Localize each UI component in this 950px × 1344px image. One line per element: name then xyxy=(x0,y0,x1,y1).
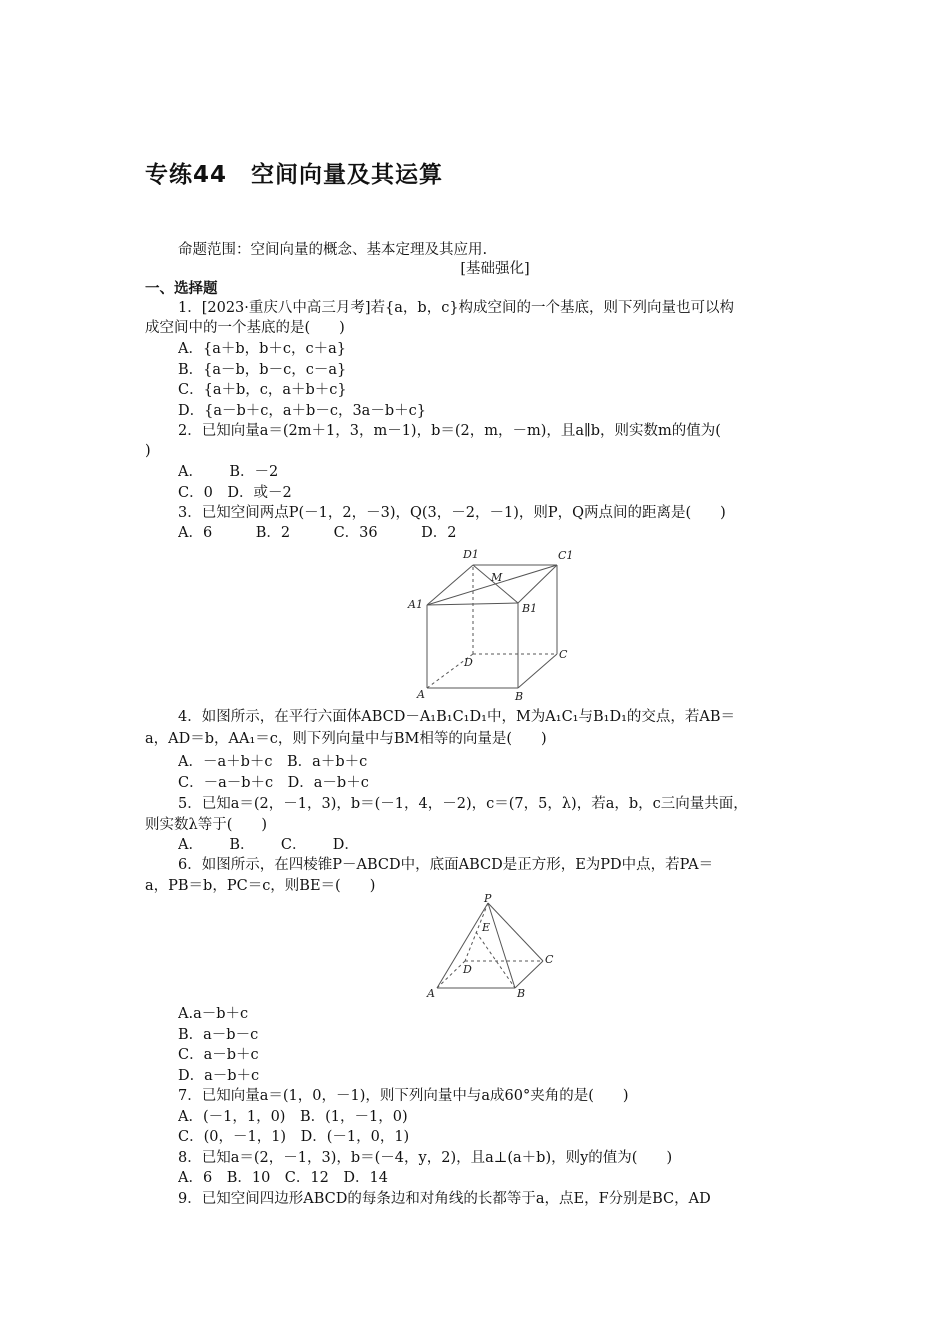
fig2-label-e: E xyxy=(482,921,491,934)
q6-stem-cont: a，PB＝b，PC＝c，则BE＝( ) xyxy=(145,878,376,894)
q6-option-a: A.a－b＋c xyxy=(178,1006,249,1022)
q7-options-cd: C．(0，－1，1) D．(－1，0，1) xyxy=(178,1129,410,1145)
q4-stem: 4．如图所示，在平行六面体ABCD－A₁B₁C₁D₁中，M为A₁C₁与B₁D₁的交点，若AB＝ xyxy=(178,709,736,725)
q6-option-c: C．a－b＋c xyxy=(178,1047,259,1063)
scope-text: 命题范围：空间向量的概念、基本定理及其应用. xyxy=(178,242,488,258)
fig2-label-b: B xyxy=(517,987,526,1000)
q2-options-cd: C．0 D．或－2 xyxy=(178,485,292,501)
q4-options-cd: C．－a－b＋c D．a－b＋c xyxy=(178,775,369,791)
section-heading: 一、选择题 xyxy=(145,280,218,297)
fig1-label-b: B xyxy=(515,690,524,703)
q6-stem: 6．如图所示，在四棱锥P－ABCD中，底面ABCD是正方形，E为PD中点，若PA＝ xyxy=(178,857,714,873)
q8-stem: 8．已知a＝(2，－1，3)，b＝(－4，y，2)，且a⊥(a＋b)，则y的值为( ) xyxy=(178,1150,673,1166)
q1-option-a: A．{a＋b，b＋c，c＋a} xyxy=(178,341,347,357)
fig2-label-d: D xyxy=(463,963,472,976)
q2-stem-cont: ) xyxy=(145,443,151,459)
q7-stem: 7．已知向量a＝(1，0，－1)，则下列向量中与a成60°夹角的是( ) xyxy=(178,1088,629,1104)
q6-option-d: D．a－b＋c xyxy=(178,1068,260,1084)
q5-options: A． B． C． D． xyxy=(178,837,359,853)
q2-stem: 2．已知向量a＝(2m＋1，3，m－1)，b＝(2，m，－m)，且a∥b，则实数m的值为( xyxy=(178,423,721,439)
q2-options-ab: A． B．－2 xyxy=(178,464,279,480)
q4-stem-cont: a，AD＝b，AA₁＝c，则下列向量中与BM相等的向量是( ) xyxy=(145,731,547,747)
page-title: 专练44 空间向量及其运算 xyxy=(145,162,444,188)
fig1-label-c: C xyxy=(559,648,568,661)
fig2-label-p: P xyxy=(484,893,492,905)
q1-stem: 1．[2023·重庆八中高三月考]若{a，b，c}构成空间的一个基底，则下列向量也可以构 xyxy=(178,300,735,316)
fig1-label-d: D xyxy=(464,656,473,669)
q9-stem: 9．已知空间四边形ABCD的每条边和对角线的长都等于a，点E，F分别是BC，AD xyxy=(178,1191,711,1207)
fig1-label-a1: A1 xyxy=(408,598,423,611)
q3-stem: 3．已知空间两点P(－1，2，－3)，Q(3，－2，－1)，则P，Q两点间的距离是( ) xyxy=(178,505,726,521)
fig1-label-c1: C1 xyxy=(558,549,574,562)
fig2-label-a: A xyxy=(427,987,435,1000)
section-tag: [基础强化] xyxy=(460,261,530,277)
figure-pyramid xyxy=(420,893,570,1005)
q1-option-d: D．{a－b＋c，a＋b－c，3a－b＋c} xyxy=(178,403,426,419)
fig1-label-d1: D1 xyxy=(463,548,479,561)
q1-stem-cont: 成空间中的一个基底的是( ) xyxy=(145,320,345,336)
q7-options-ab: A．(－1，1，0) B．(1，－1，0) xyxy=(178,1109,408,1125)
figure-parallelepiped xyxy=(405,545,585,705)
fig1-label-b1: B1 xyxy=(522,602,538,615)
q4-options-ab: A．－a＋b＋c B．a＋b＋c xyxy=(178,754,368,770)
q5-stem-cont: 则实数λ等于( ) xyxy=(145,817,268,833)
q6-option-b: B．a－b－c xyxy=(178,1027,259,1043)
fig1-label-m: M xyxy=(491,571,503,584)
q5-stem: 5．已知a＝(2，－1，3)，b＝(－1，4，－2)，c＝(7，5，λ)，若a，b，c三向量共面， xyxy=(178,796,748,812)
q1-option-c: C．{a＋b，c，a＋b＋c} xyxy=(178,382,347,398)
fig2-label-c: C xyxy=(545,953,554,966)
q8-options: A．6 B．10 C．12 D．14 xyxy=(178,1170,388,1186)
q3-options: A．6 B．2 C．36 D．2 xyxy=(178,525,457,541)
q1-option-b: B．{a－b，b－c，c－a} xyxy=(178,362,347,378)
fig1-label-a: A xyxy=(417,688,425,701)
